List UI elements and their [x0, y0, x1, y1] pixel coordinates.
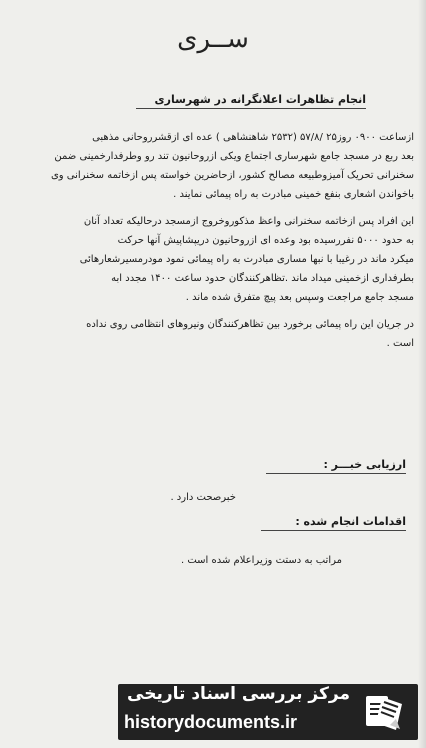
watermark-org-name: مرکز بررسی اسناد تاریخی: [127, 684, 350, 704]
body-line: به حدود ۵۰۰۰ نفررسیده بود وعده ای ازروحانیون دریپشاپیش آنها حرکت: [117, 235, 414, 246]
body-line: میکرد ماند در رغیبا با نبها مساری مبادرت به راه پیمائی نمود مودرمسیرشعارهائی: [79, 254, 414, 265]
body-line: در جریان این راه پیمائی برخورد بین تظاهرکنندگان ونیروهای انتظامی روی نداده: [86, 319, 414, 330]
body-line: بطرفداری ازخمینی میداد ماند .تظاهرکنندگان حدود ساعت ۱۴۰۰ مجدد ابه: [111, 273, 414, 284]
paragraph-gap: [12, 307, 414, 315]
actions-text: مراتب به دستت وزیراعلام شده است .: [180, 555, 342, 566]
document-logo-icon: [362, 690, 408, 736]
document-body: [12, 128, 414, 353]
paragraph-gap: [12, 204, 414, 212]
evaluation-text: خبرصحت دارد .: [170, 492, 236, 503]
document-title: انجام تظاهرات اعلانگرانه در شهرساری: [136, 93, 366, 109]
watermark-logo-band: [118, 684, 418, 740]
watermark-url: historydocuments.ir: [124, 712, 298, 732]
body-line: بعد ربع در مسجد جامع شهرساری اجتماع ویکی ازروحانیون تند رو وطرفدارخمینی ضمن: [54, 151, 414, 162]
body-line: سخنرانی تحریک آمیزوطبیعه مصالح کشور، ازحاضرین خواسته پس ازخاتمه سخنرانی وی: [50, 170, 414, 181]
scan-edge-shadow: [418, 0, 426, 748]
actions-heading: اقدامات انجام شده :: [261, 515, 406, 531]
body-line: این افراد پس ازخاتمه سخنرانی واعظ مذکوروخروج ازمسجد درحالیکه تعداد آنان: [83, 216, 414, 227]
classification-label: ســری: [177, 24, 249, 54]
body-line: ازساعت ۰۹۰۰ روز۲۵ /۵۷/۸ (۲۵۳۲ شاهنشاهی ) عده ای ازقشرروحانی مذهبی: [92, 132, 414, 143]
body-line: است .: [386, 338, 414, 349]
body-line: باخواندن اشعاری بنفع خمینی مبادرت به راه پیمائی نمایند .: [173, 189, 414, 200]
body-line: مسجد جامع مراجعت وسپس بعد پیچ متفرق شده ماند .: [185, 292, 414, 303]
evaluation-heading: ارزیابی خبـــر :: [266, 458, 406, 474]
